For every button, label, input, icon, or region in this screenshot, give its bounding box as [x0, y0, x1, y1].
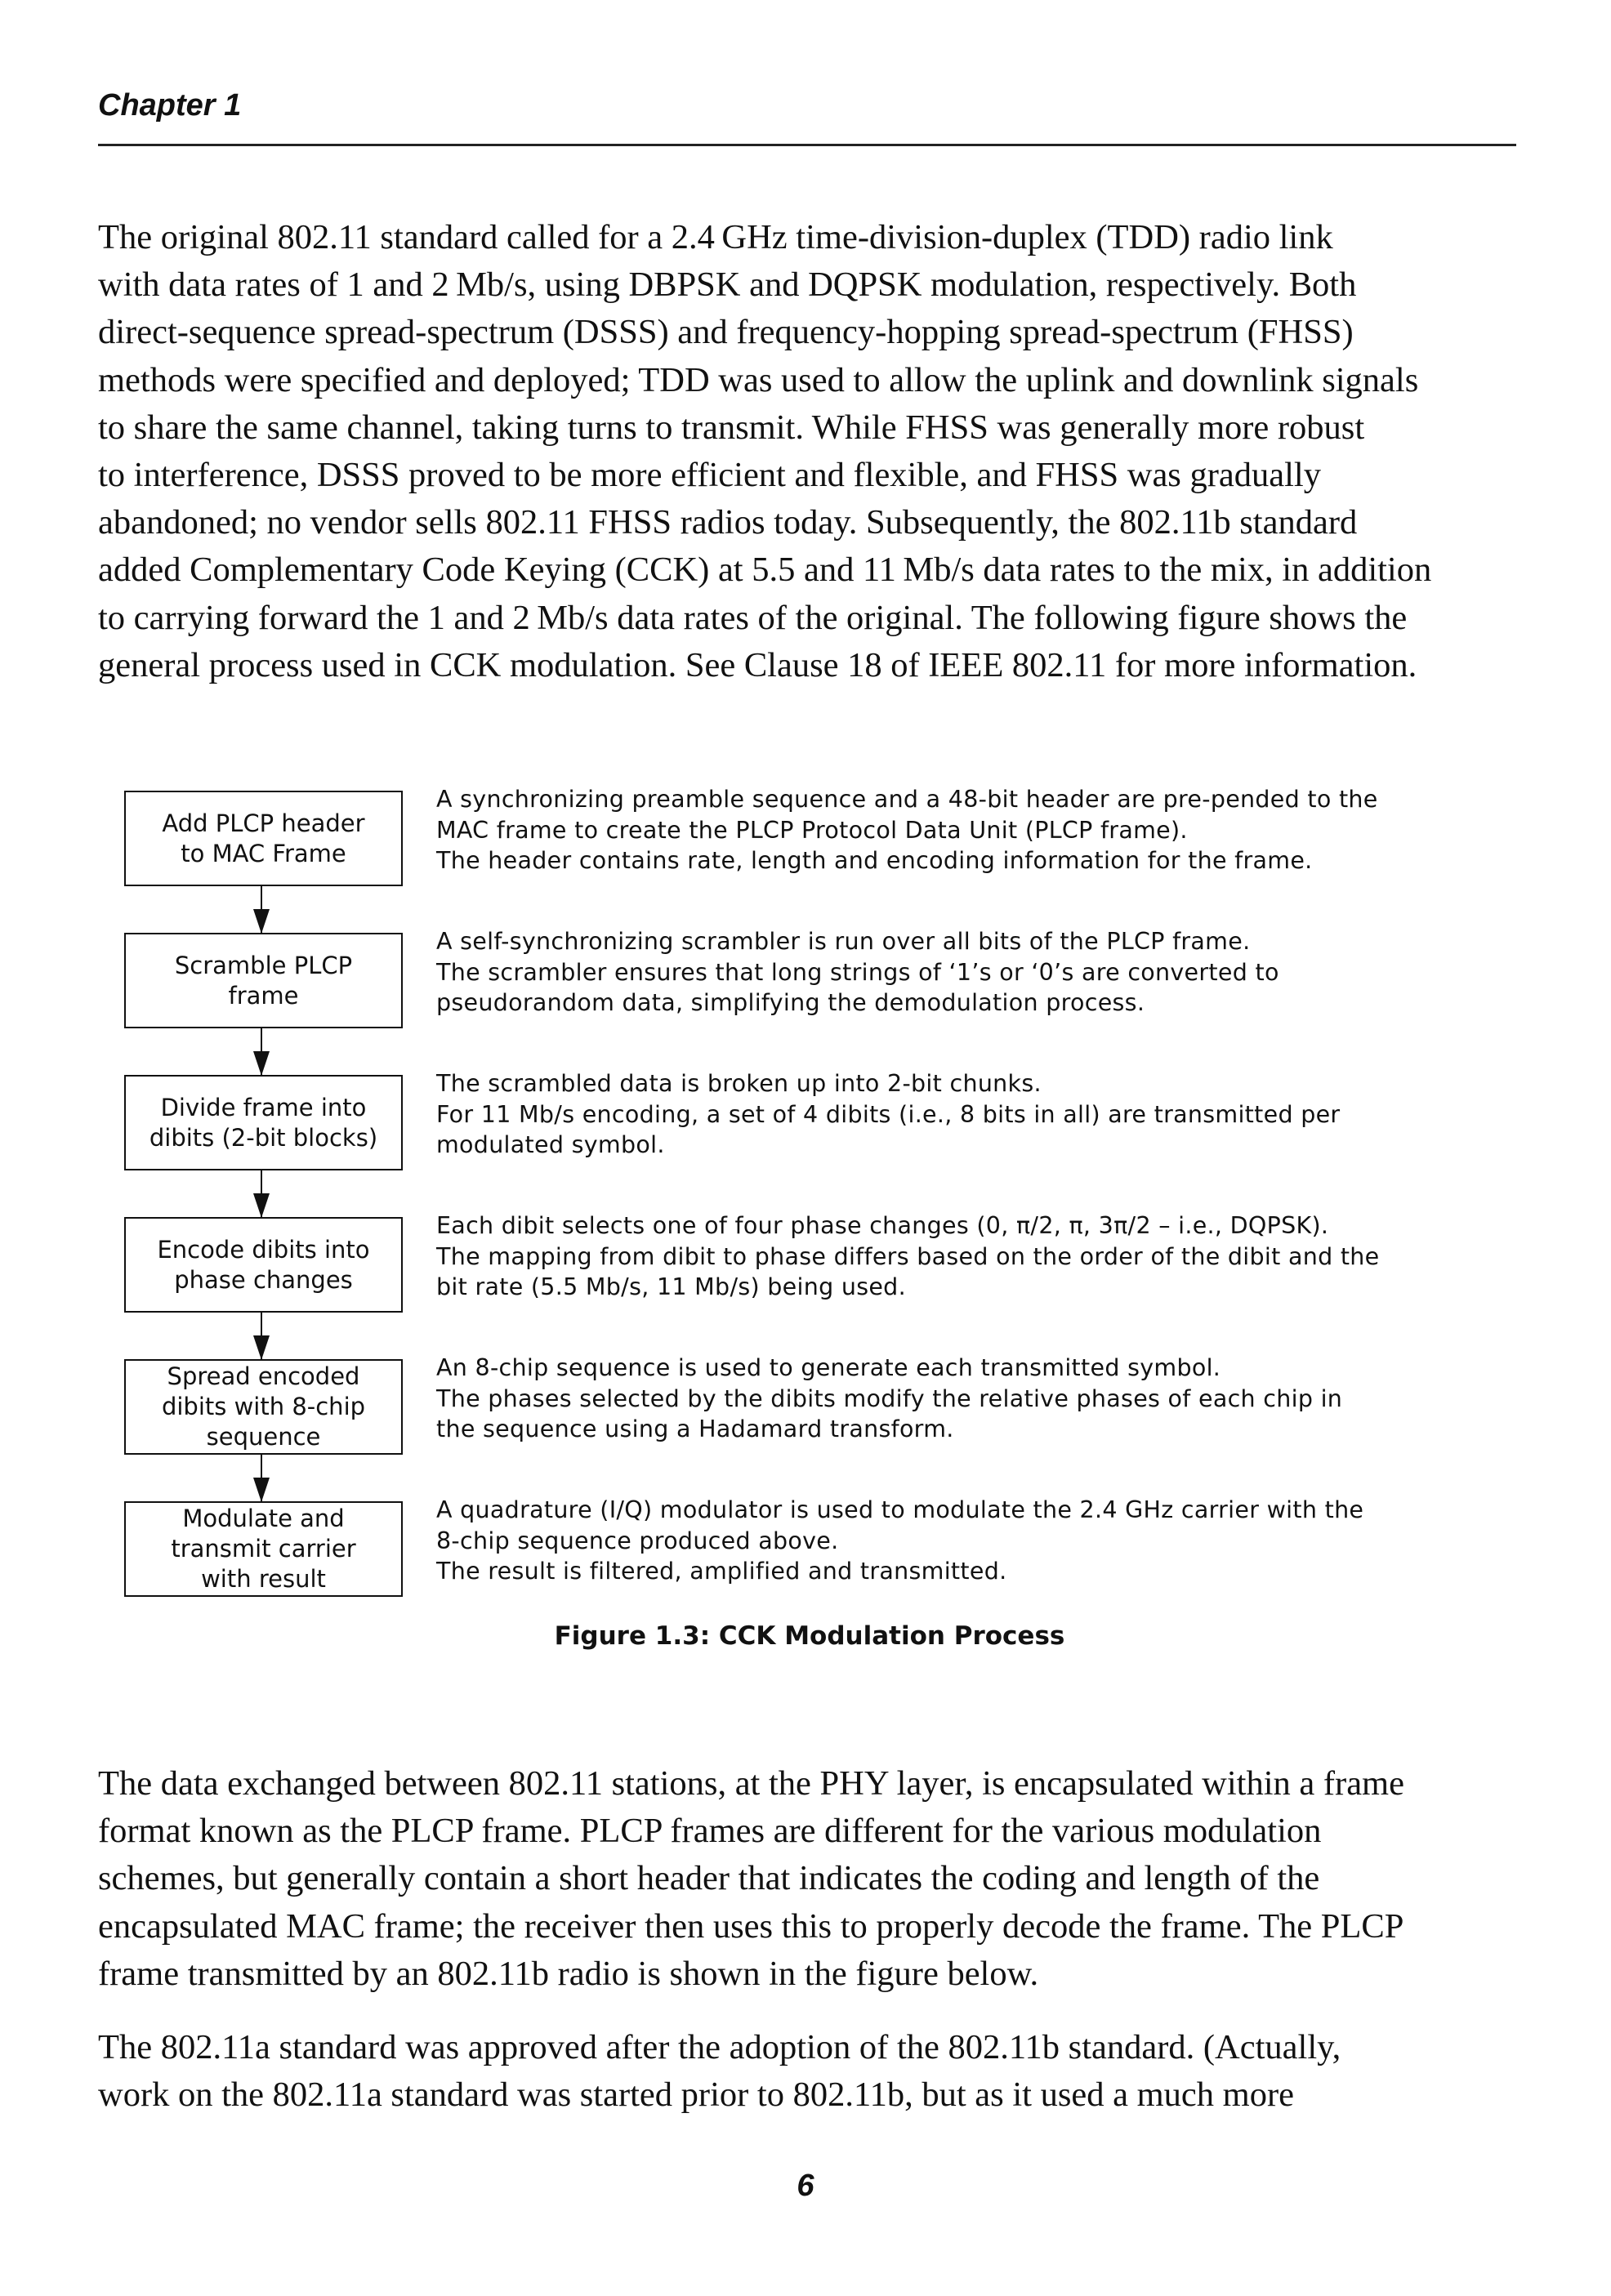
text-line: work on the 802.11a standard was started prior to 802.11b, but as it used a much more [98, 2075, 1294, 2115]
text-line: added Complementary Code Keying (CCK) at 5.5 and 11 Mb/s data rates to the mix, in addition [98, 551, 1432, 590]
description-line: The header contains rate, length and encoding information for the frame. [436, 847, 1313, 874]
flow-step-label: Modulate and [182, 1505, 345, 1532]
flow-step-box [124, 933, 403, 1028]
flow-step-label: sequence [206, 1423, 321, 1451]
text-line: direct-sequence spread-spectrum (DSSS) and frequency-hopping spread-spectrum (FHSS) [98, 313, 1354, 352]
flow-step-label: phase changes [174, 1265, 353, 1294]
figure-caption: Figure 1.3: CCK Modulation Process [554, 1621, 1065, 1651]
description-line: Each dibit selects one of four phase changes (0, π/2, π, 3π/2 – i.e., DQPSK). [436, 1212, 1329, 1239]
arrow-down-icon [261, 1170, 262, 1218]
paragraph-intro [98, 214, 1536, 689]
flow-step-box [124, 1217, 403, 1313]
description-line: The scrambled data is broken up into 2-bit chunks. [436, 1070, 1042, 1097]
text-line: frame transmitted by an 802.11b radio is shown in the figure below. [98, 1954, 1039, 1993]
flow-step-description [436, 1210, 1380, 1303]
flow-step-label: dibits with 8-chip [161, 1393, 366, 1420]
text-line: The original 802.11 standard called for a 2.4 GHz time-division-duplex (TDD) radio link [98, 218, 1333, 256]
description-line: A synchronizing preamble sequence and a 48-bit header are pre-pended to the [436, 786, 1378, 813]
text-line: The data exchanged between 802.11 stations, at the PHY layer, is encapsulated within a frame [98, 1764, 1404, 1803]
description-line: bit rate (5.5 Mb/s, 11 Mb/s) being used. [436, 1273, 906, 1300]
flow-step-label: with result [201, 1565, 326, 1593]
description-line: 8-chip sequence produced above. [436, 1527, 839, 1554]
description-line: The phases selected by the dibits modify the relative phases of each chip in [436, 1384, 1343, 1412]
paragraph-80211a [98, 2024, 1536, 2119]
arrow-down-icon [261, 1028, 262, 1076]
flow-step-description [436, 1353, 1342, 1445]
description-line: The scrambler ensures that long strings of ‘1’s or ‘0’s are converted to [436, 958, 1279, 986]
text-line: methods were specified and deployed; TDD was used to allow the uplink and downlink signals [98, 360, 1419, 399]
flow-step-box [124, 1359, 403, 1455]
arrow-down-icon [261, 886, 262, 934]
description-line: For 11 Mb/s encoding, a set of 4 dibits (i.e., 8 bits in all) are transmitted per [436, 1100, 1341, 1128]
text-line: encapsulated MAC frame; the receiver then uses this to properly decode the frame. The PLCP [98, 1906, 1404, 1946]
flow-step-label: Add PLCP header [162, 809, 365, 837]
description-line: pseudorandom data, simplifying the demodulation process. [436, 989, 1145, 1016]
description-line: A self-synchronizing scrambler is run over all bits of the PLCP frame. [436, 928, 1251, 955]
arrow-down-icon [261, 1313, 262, 1360]
text-line: general process used in CCK modulation. See Clause 18 of IEEE 802.11 for more information. [98, 645, 1417, 684]
flow-step-label: to MAC Frame [181, 839, 346, 867]
flow-step-box [124, 791, 403, 886]
arrow-down-icon [261, 1455, 262, 1502]
description-line: The result is filtered, amplified and transmitted. [436, 1558, 1007, 1585]
description-line: An 8-chip sequence is used to generate each transmitted symbol. [436, 1354, 1221, 1381]
description-line: modulated symbol. [436, 1131, 665, 1158]
description-line: The mapping from dibit to phase differs based on the order of the dibit and the [436, 1242, 1380, 1270]
flow-step-description [436, 1495, 1363, 1587]
flow-step-label: Encode dibits into [157, 1235, 370, 1264]
flow-step-label: dibits (2-bit blocks) [149, 1123, 378, 1152]
flow-step-box [124, 1501, 403, 1597]
flow-step-label: frame [228, 981, 299, 1010]
header-rule [98, 144, 1516, 146]
description-line: MAC frame to create the PLCP Protocol Data Unit (PLCP frame). [436, 816, 1188, 844]
text-line: The 802.11a standard was approved after the adoption of the 802.11b standard. (Actually, [98, 2028, 1341, 2066]
text-line: format known as the PLCP frame. PLCP frames are different for the various modulation [98, 1812, 1322, 1851]
flow-step-label: Spread encoded [167, 1362, 360, 1390]
paragraph-plcp [98, 1760, 1536, 1998]
flow-step-box [124, 1075, 403, 1170]
flow-step-label: Scramble PLCP [174, 951, 353, 979]
text-line: to interference, DSSS proved to be more efficient and flexible, and FHSS was gradually [98, 456, 1321, 495]
flow-step-description [436, 784, 1378, 876]
flow-step-label: transmit carrier [171, 1535, 356, 1563]
description-line: the sequence using a Hadamard transform. [436, 1415, 954, 1442]
flow-step-description [436, 926, 1279, 1019]
flow-step-label: Divide frame into [160, 1093, 367, 1121]
chapter-heading: Chapter 1 [98, 88, 242, 123]
text-line: to carrying forward the 1 and 2 Mb/s data rates of the original. The following figure shows the [98, 598, 1408, 637]
flow-step-description [436, 1068, 1340, 1161]
text-line: schemes, but generally contain a short header that indicates the coding and length of the [98, 1859, 1320, 1898]
text-line: to share the same channel, taking turns to transmit. While FHSS was generally more robust [98, 408, 1365, 447]
page-number: 6 [797, 2169, 814, 2203]
text-line: with data rates of 1 and 2 Mb/s, using DBPSK and DQPSK modulation, respectively. Both [98, 265, 1357, 305]
description-line: A quadrature (I/Q) modulator is used to modulate the 2.4 GHz carrier with the [436, 1496, 1364, 1523]
text-line: abandoned; no vendor sells 802.11 FHSS radios today. Subsequently, the 802.11b standard [98, 503, 1358, 542]
